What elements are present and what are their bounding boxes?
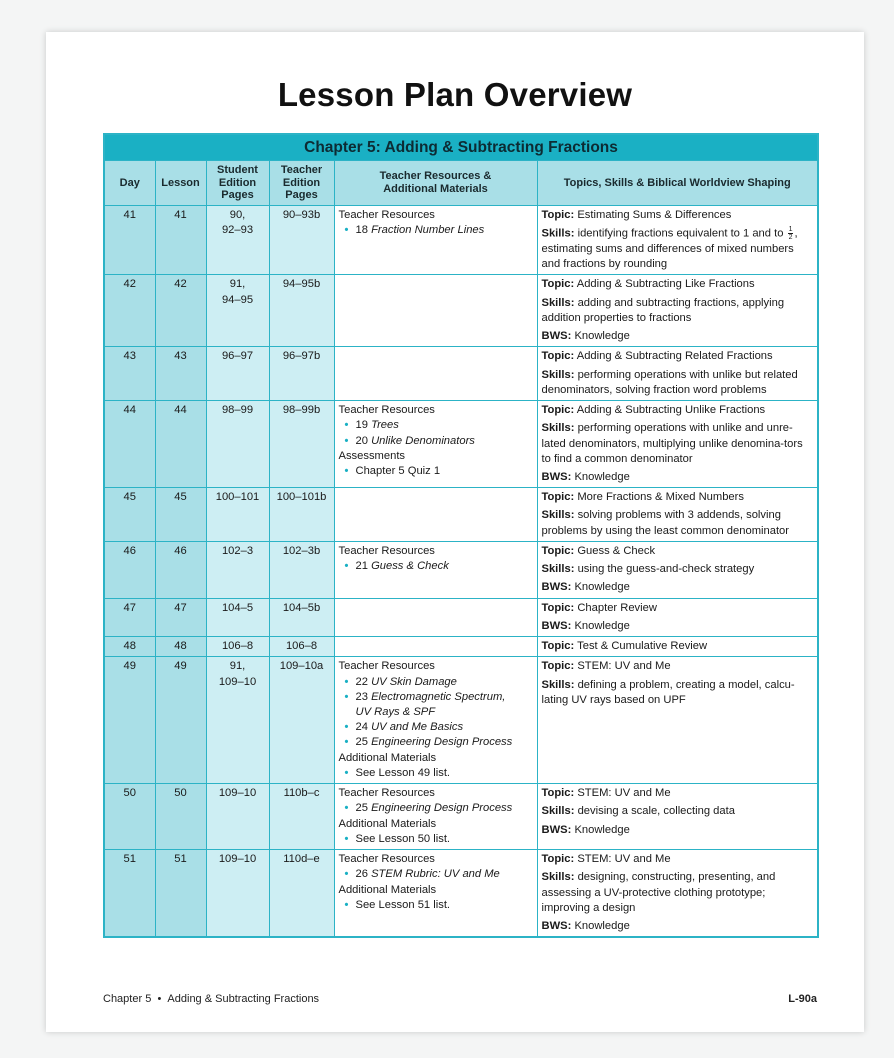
skills-text: solving problems with 3 addends, solving problems by using the least common denominator bbox=[541, 509, 789, 537]
teacher-pages-cell: 106–8 bbox=[269, 637, 334, 657]
bws-label: BWS: bbox=[541, 619, 572, 632]
page-number: L-90a bbox=[788, 993, 817, 1005]
day-cell: 51 bbox=[104, 850, 155, 938]
student-pages-cell bbox=[206, 206, 269, 275]
resource-number: 24 bbox=[355, 721, 368, 734]
header-student-line: Edition bbox=[218, 176, 257, 189]
student-pages-cell bbox=[206, 637, 269, 657]
bullet-icon: • bbox=[344, 736, 349, 749]
skills-text-continued: , estimating sums and differences of mixed numbers and fractions by rounding bbox=[541, 227, 798, 271]
resource-number: 19 bbox=[355, 419, 368, 432]
resource-item bbox=[339, 464, 533, 479]
skills-line bbox=[542, 226, 814, 272]
topic-label: Topic: bbox=[541, 278, 575, 291]
student-pages-line: 104–5 bbox=[221, 601, 254, 614]
topic-text: More Fractions & Mixed Numbers bbox=[577, 491, 744, 504]
topic-text: Adding & Subtracting Unlike Fractions bbox=[576, 404, 766, 417]
topic-line bbox=[542, 349, 814, 364]
footer-chapter: Chapter 5 • Adding & Subtracting Fractions bbox=[103, 993, 320, 1005]
day-cell: 42 bbox=[104, 275, 155, 347]
header-day: Day bbox=[104, 161, 155, 206]
day-cell: 48 bbox=[104, 637, 155, 657]
topic-text: STEM: UV and Me bbox=[577, 660, 671, 673]
student-pages-line: 90, bbox=[229, 209, 246, 221]
student-pages-cell bbox=[206, 657, 269, 784]
topic-line bbox=[542, 852, 814, 867]
teacher-pages-cell: 100–101b bbox=[269, 488, 334, 542]
topic-line bbox=[542, 601, 814, 616]
resource-heading: Assessments bbox=[338, 449, 406, 462]
skills-label: Skills: bbox=[541, 805, 575, 818]
skills-label: Skills: bbox=[541, 296, 575, 309]
resource-number: 21 bbox=[355, 560, 368, 573]
skills-label: Skills: bbox=[541, 422, 575, 435]
resource-heading: Additional Materials bbox=[338, 751, 437, 764]
resource-heading: Additional Materials bbox=[338, 883, 437, 896]
lesson-cell: 42 bbox=[155, 275, 206, 347]
skills-text: performing operations with unlike but related denominators, solving fraction word problems bbox=[541, 368, 798, 396]
resources-cell bbox=[334, 206, 537, 275]
teacher-pages-cell: 98–99b bbox=[269, 401, 334, 488]
resource-number: 26 bbox=[355, 868, 368, 881]
skills-line bbox=[542, 508, 814, 538]
bws-line bbox=[542, 580, 814, 595]
bullet-icon: • bbox=[344, 224, 349, 237]
resource-item bbox=[339, 801, 533, 816]
day-cell: 46 bbox=[104, 541, 155, 598]
day-cell: 41 bbox=[104, 206, 155, 275]
topics-cell bbox=[537, 401, 818, 488]
resource-title: Trees bbox=[371, 419, 399, 432]
lesson-cell: 41 bbox=[155, 206, 206, 275]
topic-label: Topic: bbox=[541, 640, 575, 653]
topic-line bbox=[542, 639, 814, 654]
header-student-line: Pages bbox=[221, 189, 254, 202]
table-row bbox=[104, 401, 818, 488]
resources-cell bbox=[334, 657, 537, 784]
day-cell: 49 bbox=[104, 657, 155, 784]
resources-cell bbox=[334, 541, 537, 598]
table-row bbox=[104, 637, 818, 657]
resource-number: 25 bbox=[355, 802, 368, 815]
resource-title: Engineering Design Process bbox=[371, 736, 513, 749]
bullet-icon: • bbox=[344, 721, 349, 734]
lesson-cell: 51 bbox=[155, 850, 206, 938]
bullet-icon: • bbox=[344, 766, 349, 779]
bws-text: Knowledge bbox=[574, 330, 630, 343]
resource-item bbox=[339, 223, 533, 238]
skills-line bbox=[542, 870, 814, 916]
lesson-cell: 45 bbox=[155, 488, 206, 542]
table-row bbox=[104, 206, 818, 275]
topic-label: Topic: bbox=[541, 660, 575, 673]
lesson-rows bbox=[104, 206, 818, 938]
lesson-cell: 47 bbox=[155, 598, 206, 636]
resource-title: STEM Rubric: UV and Me bbox=[371, 868, 500, 881]
table-row bbox=[104, 657, 818, 784]
student-pages-cell bbox=[206, 347, 269, 401]
topic-label: Topic: bbox=[541, 544, 575, 557]
student-pages-cell bbox=[206, 541, 269, 598]
header-teacher-line: Pages bbox=[285, 189, 318, 202]
topics-cell bbox=[537, 637, 818, 657]
resource-heading: Additional Materials bbox=[338, 817, 437, 830]
header-teacher-line: Edition bbox=[282, 176, 321, 189]
topic-line bbox=[542, 490, 814, 505]
skills-line bbox=[542, 421, 814, 467]
resource-item bbox=[339, 434, 533, 449]
student-pages-line: 96–97 bbox=[221, 350, 254, 363]
table-row bbox=[104, 850, 818, 938]
lesson-plan-table bbox=[103, 133, 819, 938]
topics-cell bbox=[537, 488, 818, 542]
skills-label: Skills: bbox=[541, 227, 575, 240]
topic-label: Topic: bbox=[541, 601, 575, 614]
resource-item bbox=[339, 690, 533, 705]
student-pages-line: 100–101 bbox=[215, 491, 260, 504]
topic-text: Chapter Review bbox=[577, 601, 657, 614]
bws-text: Knowledge bbox=[574, 470, 630, 483]
resource-heading: Teacher Resources bbox=[338, 660, 435, 673]
resource-title: UV Skin Damage bbox=[371, 675, 457, 688]
lesson-cell: 44 bbox=[155, 401, 206, 488]
bws-line bbox=[542, 329, 814, 344]
resource-heading: Teacher Resources bbox=[338, 853, 435, 866]
student-pages-line: 109–10 bbox=[218, 787, 257, 800]
student-pages-cell bbox=[206, 401, 269, 488]
resource-number: 22 bbox=[355, 675, 368, 688]
day-cell: 43 bbox=[104, 347, 155, 401]
resource-title: Engineering Design Process bbox=[371, 802, 513, 815]
header-lesson: Lesson bbox=[155, 161, 206, 206]
topics-cell bbox=[537, 850, 818, 938]
skills-line bbox=[542, 678, 814, 708]
bullet-icon: • bbox=[344, 464, 349, 477]
resource-number: 25 bbox=[355, 736, 368, 749]
topic-text: Adding & Subtracting Like Fractions bbox=[576, 278, 755, 291]
skills-line bbox=[542, 804, 814, 819]
lesson-cell: 48 bbox=[155, 637, 206, 657]
resource-continuation bbox=[339, 705, 533, 720]
topic-label: Topic: bbox=[541, 787, 575, 800]
skills-text: defining a problem, creating a model, calcu-lating UV rays based on UPF bbox=[541, 678, 795, 706]
resource-number: 20 bbox=[355, 434, 368, 447]
skills-label: Skills: bbox=[541, 368, 575, 381]
bullet-icon: • bbox=[344, 898, 349, 911]
bws-label: BWS: bbox=[541, 920, 572, 933]
header-resources-line: Additional Materials bbox=[383, 183, 488, 196]
topic-line bbox=[542, 277, 814, 292]
topic-text: STEM: UV and Me bbox=[577, 853, 671, 866]
bws-text: Knowledge bbox=[574, 823, 630, 836]
skills-label: Skills: bbox=[541, 509, 575, 522]
resource-item bbox=[339, 898, 533, 913]
bullet-icon: • bbox=[344, 832, 349, 845]
table-row bbox=[104, 541, 818, 598]
student-pages-line: 91, bbox=[229, 660, 246, 673]
resource-title: Fraction Number Lines bbox=[371, 224, 485, 237]
topic-label: Topic: bbox=[541, 491, 575, 504]
resource-title: Electromagnetic Spectrum, bbox=[371, 690, 506, 703]
skills-text: identifying fractions equivalent to 1 and to bbox=[577, 227, 784, 240]
skills-text: designing, constructing, presenting, and assessing a UV-protective clothing prototype; improving a design bbox=[541, 871, 776, 914]
topics-cell bbox=[537, 275, 818, 347]
topics-cell bbox=[537, 541, 818, 598]
resources-cell bbox=[334, 275, 537, 347]
skills-label: Skills: bbox=[541, 871, 575, 884]
topics-cell bbox=[537, 784, 818, 850]
column-header-row bbox=[104, 161, 818, 206]
resource-item bbox=[339, 720, 533, 735]
header-resources bbox=[334, 161, 537, 206]
header-topics: Topics, Skills & Biblical Worldview Shaping bbox=[537, 161, 818, 206]
resources-cell bbox=[334, 598, 537, 636]
bws-label: BWS: bbox=[541, 330, 572, 343]
bws-text: Knowledge bbox=[574, 619, 630, 632]
chapter-heading: Chapter 5: Adding & Subtracting Fractions bbox=[104, 134, 818, 161]
bullet-icon: • bbox=[344, 675, 349, 688]
skills-text: adding and subtracting fractions, applying addition properties to fractions bbox=[541, 296, 785, 324]
resources-cell bbox=[334, 401, 537, 488]
resource-number: See Lesson 51 list. bbox=[355, 898, 451, 911]
student-pages-line: 91, bbox=[229, 278, 246, 291]
bws-text: Knowledge bbox=[574, 581, 630, 594]
skills-label: Skills: bbox=[541, 563, 575, 576]
header-student-line: Student bbox=[217, 164, 258, 177]
teacher-pages-cell: 110d–e bbox=[269, 850, 334, 938]
teacher-pages-cell: 104–5b bbox=[269, 598, 334, 636]
teacher-pages-cell: 110b–c bbox=[269, 784, 334, 850]
resource-heading: Teacher Resources bbox=[338, 544, 435, 557]
topic-line bbox=[542, 208, 814, 223]
bws-label: BWS: bbox=[541, 823, 572, 836]
page-title: Lesson Plan Overview bbox=[277, 76, 633, 113]
bullet-icon: • bbox=[344, 419, 349, 432]
topic-line bbox=[542, 786, 814, 801]
resource-heading: Teacher Resources bbox=[338, 209, 435, 221]
resource-item bbox=[339, 418, 533, 433]
teacher-pages-cell: 96–97b bbox=[269, 347, 334, 401]
resource-number: See Lesson 49 list. bbox=[355, 766, 451, 779]
student-pages-line: 98–99 bbox=[221, 404, 254, 417]
skills-line bbox=[542, 562, 814, 577]
resource-item bbox=[339, 766, 533, 781]
student-pages-line: 106–8 bbox=[221, 640, 254, 653]
skills-text: performing operations with unlike and unre-lated denominators, multiplying unlike denomina-tors to find a common denominator bbox=[541, 422, 803, 465]
topic-text: Estimating Sums & Differences bbox=[577, 209, 732, 221]
lesson-cell: 46 bbox=[155, 541, 206, 598]
bws-line bbox=[542, 823, 814, 838]
day-cell: 50 bbox=[104, 784, 155, 850]
teacher-pages-cell: 109–10a bbox=[269, 657, 334, 784]
resource-item bbox=[339, 675, 533, 690]
topic-label: Topic: bbox=[541, 350, 575, 363]
topics-cell bbox=[537, 657, 818, 784]
bws-line bbox=[542, 619, 814, 634]
header-teacher-pages bbox=[269, 161, 334, 206]
resource-title: Unlike Denominators bbox=[371, 434, 475, 447]
document-page bbox=[46, 32, 864, 1032]
topic-text: Guess & Check bbox=[577, 544, 656, 557]
day-cell: 45 bbox=[104, 488, 155, 542]
header-resources-line: Teacher Resources & bbox=[379, 170, 492, 183]
student-pages-line: 94–95 bbox=[221, 293, 254, 306]
student-pages-line: 109–10 bbox=[218, 853, 257, 866]
bullet-icon: • bbox=[344, 560, 349, 573]
student-pages-line: 109–10 bbox=[218, 675, 257, 688]
topic-label: Topic: bbox=[541, 209, 575, 221]
table-row bbox=[104, 784, 818, 850]
resource-item bbox=[339, 832, 533, 847]
student-pages-cell bbox=[206, 850, 269, 938]
bws-line bbox=[542, 470, 814, 485]
day-cell: 47 bbox=[104, 598, 155, 636]
skills-label: Skills: bbox=[541, 678, 575, 691]
student-pages-cell bbox=[206, 275, 269, 347]
table-row bbox=[104, 275, 818, 347]
teacher-pages-cell: 94–95b bbox=[269, 275, 334, 347]
student-pages-line: 92–93 bbox=[221, 224, 254, 237]
skills-line bbox=[542, 368, 814, 398]
student-pages-cell bbox=[206, 488, 269, 542]
teacher-pages-cell: 90–93b bbox=[269, 206, 334, 275]
skills-text: using the guess-and-check strategy bbox=[577, 563, 755, 576]
topic-text: Adding & Subtracting Related Fractions bbox=[576, 350, 773, 363]
topic-line bbox=[542, 659, 814, 674]
bullet-icon: • bbox=[344, 868, 349, 881]
student-pages-cell bbox=[206, 784, 269, 850]
header-teacher-line: Teacher bbox=[280, 164, 323, 177]
topic-label: Topic: bbox=[541, 853, 575, 866]
topics-cell bbox=[537, 206, 818, 275]
bullet-icon: • bbox=[344, 802, 349, 815]
resource-item bbox=[339, 867, 533, 882]
table-row bbox=[104, 598, 818, 636]
table-row bbox=[104, 488, 818, 542]
resources-cell bbox=[334, 850, 537, 938]
skills-text: devising a scale, collecting data bbox=[577, 805, 735, 818]
student-pages-line: 102–3 bbox=[221, 544, 254, 557]
resources-cell bbox=[334, 488, 537, 542]
bullet-icon: • bbox=[344, 690, 349, 703]
resource-title: UV Rays & SPF bbox=[355, 706, 436, 719]
resource-number: Chapter 5 Quiz 1 bbox=[355, 464, 441, 477]
lesson-cell: 43 bbox=[155, 347, 206, 401]
resource-number: See Lesson 50 list. bbox=[355, 832, 451, 845]
fraction-denominator: 2 bbox=[788, 234, 793, 242]
bws-line bbox=[542, 919, 814, 934]
skills-line bbox=[542, 296, 814, 326]
resources-cell bbox=[334, 347, 537, 401]
lesson-cell: 49 bbox=[155, 657, 206, 784]
topics-cell bbox=[537, 598, 818, 636]
topic-line bbox=[542, 403, 814, 418]
bws-text: Knowledge bbox=[574, 920, 630, 933]
teacher-pages-cell: 102–3b bbox=[269, 541, 334, 598]
bws-label: BWS: bbox=[541, 470, 572, 483]
resource-heading: Teacher Resources bbox=[338, 404, 435, 417]
lesson-cell: 50 bbox=[155, 784, 206, 850]
resource-title: Guess & Check bbox=[371, 560, 449, 573]
resources-cell bbox=[334, 637, 537, 657]
resource-title: UV and Me Basics bbox=[371, 721, 464, 734]
day-cell: 44 bbox=[104, 401, 155, 488]
resource-number: 18 bbox=[355, 224, 368, 237]
resources-cell bbox=[334, 784, 537, 850]
resource-item bbox=[339, 735, 533, 750]
topic-line bbox=[542, 544, 814, 559]
topic-text: STEM: UV and Me bbox=[577, 787, 671, 800]
topic-text: Test & Cumulative Review bbox=[577, 640, 708, 653]
bws-label: BWS: bbox=[541, 581, 572, 594]
topics-cell bbox=[537, 347, 818, 401]
resource-number: 23 bbox=[355, 690, 368, 703]
resource-heading: Teacher Resources bbox=[338, 787, 435, 800]
fraction bbox=[788, 226, 794, 241]
table-row bbox=[104, 347, 818, 401]
resource-item bbox=[339, 559, 533, 574]
topic-label: Topic: bbox=[541, 404, 575, 417]
fraction-numerator: 1 bbox=[788, 226, 793, 234]
header-student-pages bbox=[206, 161, 269, 206]
student-pages-cell bbox=[206, 598, 269, 636]
bullet-icon: • bbox=[344, 434, 349, 447]
